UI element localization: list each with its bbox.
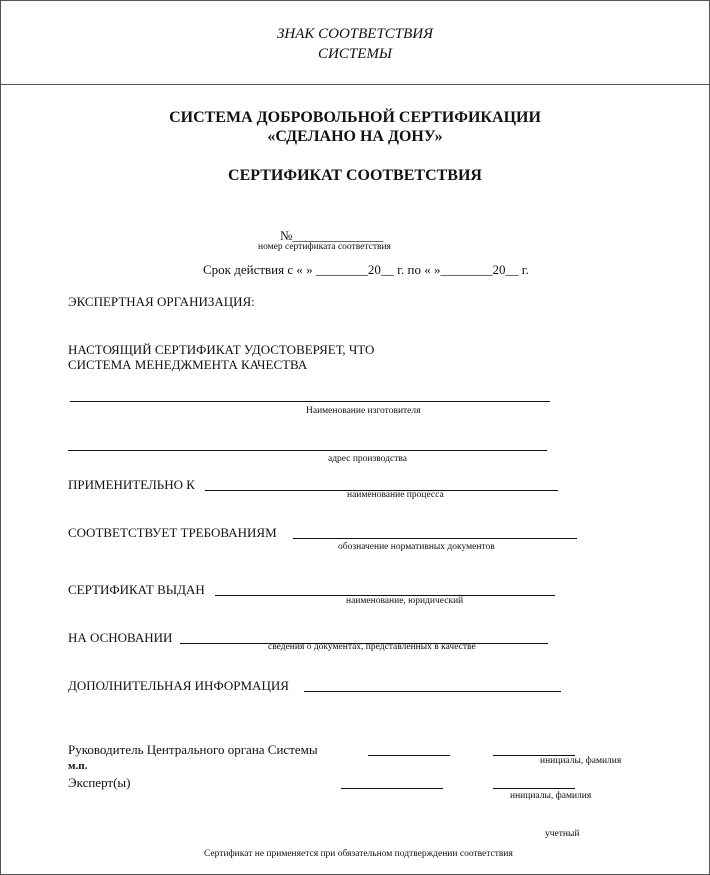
- certifies-line-2: СИСТЕМА МЕНЕДЖМЕНТА КАЧЕСТВА: [68, 357, 308, 372]
- head-name-caption: инициалы, фамилия: [540, 756, 622, 766]
- mark-line-2: СИСТЕМЫ: [318, 46, 392, 62]
- head-signature-label: Руководитель Центрального органа Системы: [68, 742, 318, 757]
- issued-label: СЕРТИФИКАТ ВЫДАН: [68, 582, 205, 597]
- expert-name-caption: инициалы, фамилия: [510, 791, 592, 801]
- manufacturer-line: [70, 401, 550, 402]
- expert-organization-label: ЭКСПЕРТНАЯ ОРГАНИЗАЦИЯ:: [68, 294, 255, 309]
- basis-label: НА ОСНОВАНИИ: [68, 630, 173, 645]
- expert-signature-line: [341, 788, 443, 789]
- system-title: СИСТЕМА ДОБРОВОЛЬНОЙ СЕРТИФИКАЦИИ: [169, 109, 541, 126]
- conformity-mark: [0, 24, 710, 64]
- address-line: [68, 450, 547, 451]
- certifies-line-1: НАСТОЯЩИЙ СЕРТИФИКАТ УДОСТОВЕРЯЕТ, ЧТО: [68, 342, 375, 357]
- issued-caption: наименование, юридический: [346, 596, 464, 606]
- basis-caption: сведения о документах, представленных в качестве: [268, 642, 476, 652]
- mark-line-1: ЗНАК СООТВЕТСТВИЯ: [276, 26, 433, 42]
- extra-info-line: [304, 691, 561, 692]
- applicable-caption: наименование процесса: [347, 490, 444, 500]
- validity-period: Срок действия с « » ________20__ г. по « »________20__ г.: [203, 262, 529, 277]
- extra-info-label: ДОПОЛНИТЕЛЬНАЯ ИНФОРМАЦИЯ: [68, 678, 289, 693]
- manufacturer-caption: Наименование изготовителя: [306, 406, 421, 416]
- header-divider: [0, 84, 710, 85]
- certificate-title: СЕРТИФИКАТ СООТВЕТСТВИЯ: [228, 167, 482, 184]
- expert-name-line: [493, 788, 575, 789]
- certificate-number: №______________: [280, 228, 384, 243]
- address-caption: адрес производства: [328, 454, 407, 464]
- head-signature-line: [368, 755, 450, 756]
- expert-signature-label: Эксперт(ы): [68, 775, 131, 790]
- registry-label: учетный: [545, 829, 580, 839]
- stamp-place: м.п.: [68, 760, 88, 772]
- system-name: «СДЕЛАНО НА ДОНУ»: [267, 128, 443, 145]
- complies-caption: обозначение нормативных документов: [338, 542, 495, 552]
- complies-label: СООТВЕТСТВУЕТ ТРЕБОВАНИЯМ: [68, 525, 277, 540]
- complies-line: [293, 538, 577, 539]
- certificate-number-caption: номер сертификата соответствия: [258, 242, 391, 252]
- footer-note: Сертификат не применяется при обязательном подтверждении соответствия: [204, 849, 513, 859]
- applicable-label: ПРИМЕНИТЕЛЬНО К: [68, 477, 195, 492]
